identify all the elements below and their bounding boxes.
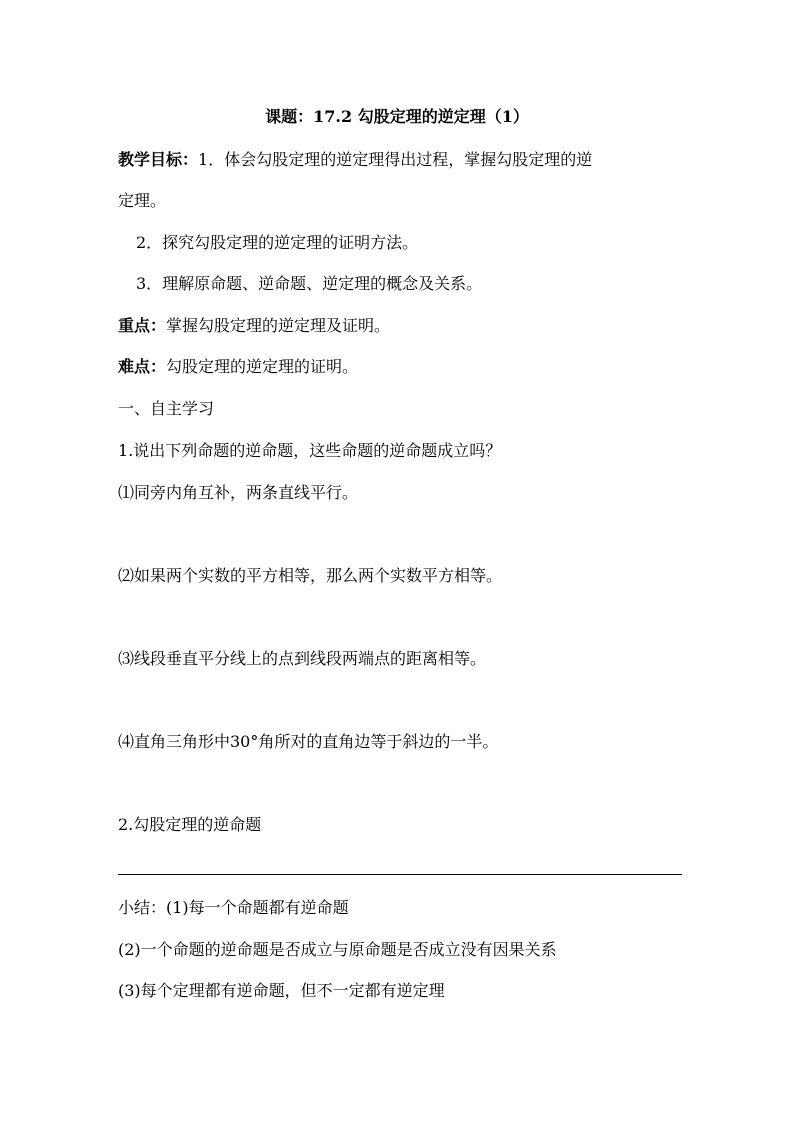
- page-title: [0, 106, 794, 128]
- objective-item-1a: 1．体会勾股定理的逆定理得出过程，掌握勾股定理的逆: [198, 150, 593, 169]
- difficulty-text: 勾股定理的逆定理的证明。: [166, 357, 359, 376]
- q1-heading: 1.说出下列命题的逆命题，这些命题的逆命题成立吗？: [118, 441, 502, 460]
- objective-item-2: 2．探究勾股定理的逆定理的证明方法。: [136, 233, 419, 252]
- difficulty-label: 难点：: [118, 357, 167, 376]
- title-text: 17.2 勾股定理的逆定理（1）: [313, 107, 529, 126]
- q1-item-1: ⑴同旁内角互补，两条直线平行。: [118, 483, 359, 502]
- section1-heading: 一、自主学习: [118, 399, 215, 418]
- q2-heading: 2.勾股定理的逆命题: [118, 815, 262, 834]
- key-point-label: 重点：: [118, 316, 167, 335]
- difficulty: [118, 356, 718, 378]
- summary-line-1: 小结：(1)每一个命题都有逆命题: [118, 898, 349, 917]
- q1-item-4: ⑷直角三角形中30°角所对的直角边等于斜边的一半。: [118, 732, 499, 751]
- key-point: [118, 315, 718, 337]
- objectives-label: 教学目标：: [118, 150, 199, 169]
- q1-item-2: ⑵如果两个实数的平方相等，那么两个实数平方相等。: [118, 566, 503, 585]
- answer-blank-line: [118, 874, 682, 875]
- summary-line-2: (2)一个命题的逆命题是否成立与原命题是否成立没有因果关系: [118, 940, 557, 959]
- key-point-text: 掌握勾股定理的逆定理及证明。: [166, 316, 391, 335]
- summary-line-3: (3)每个定理都有逆命题，但不一定都有逆定理: [118, 981, 445, 1000]
- objectives-line-1: [118, 149, 718, 171]
- q1-item-3: ⑶线段垂直平分线上的点到线段两端点的距离相等。: [118, 649, 487, 668]
- objective-item-1b: 定理。: [118, 191, 167, 210]
- title-prefix: 课题：: [265, 107, 314, 126]
- objective-item-3: 3．理解原命题、逆命题、逆定理的概念及关系。: [136, 274, 483, 293]
